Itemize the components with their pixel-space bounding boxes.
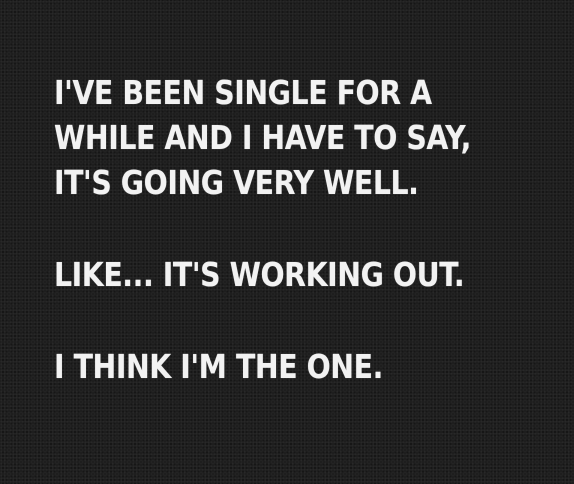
quote-line-1: I'VE BEEN SINGLE FOR A <box>54 73 432 112</box>
quote-line-4: LIKE... IT'S WORKING OUT. <box>54 255 465 294</box>
quote-line-2: WHILE AND I HAVE TO SAY, <box>54 118 471 157</box>
quote-text <box>54 70 484 389</box>
paragraph-spacer <box>54 205 484 252</box>
quote-line-3: IT'S GOING VERY WELL. <box>54 163 419 202</box>
paragraph-spacer <box>54 297 484 344</box>
quote-line-5: I THINK I'M THE ONE. <box>54 347 383 386</box>
